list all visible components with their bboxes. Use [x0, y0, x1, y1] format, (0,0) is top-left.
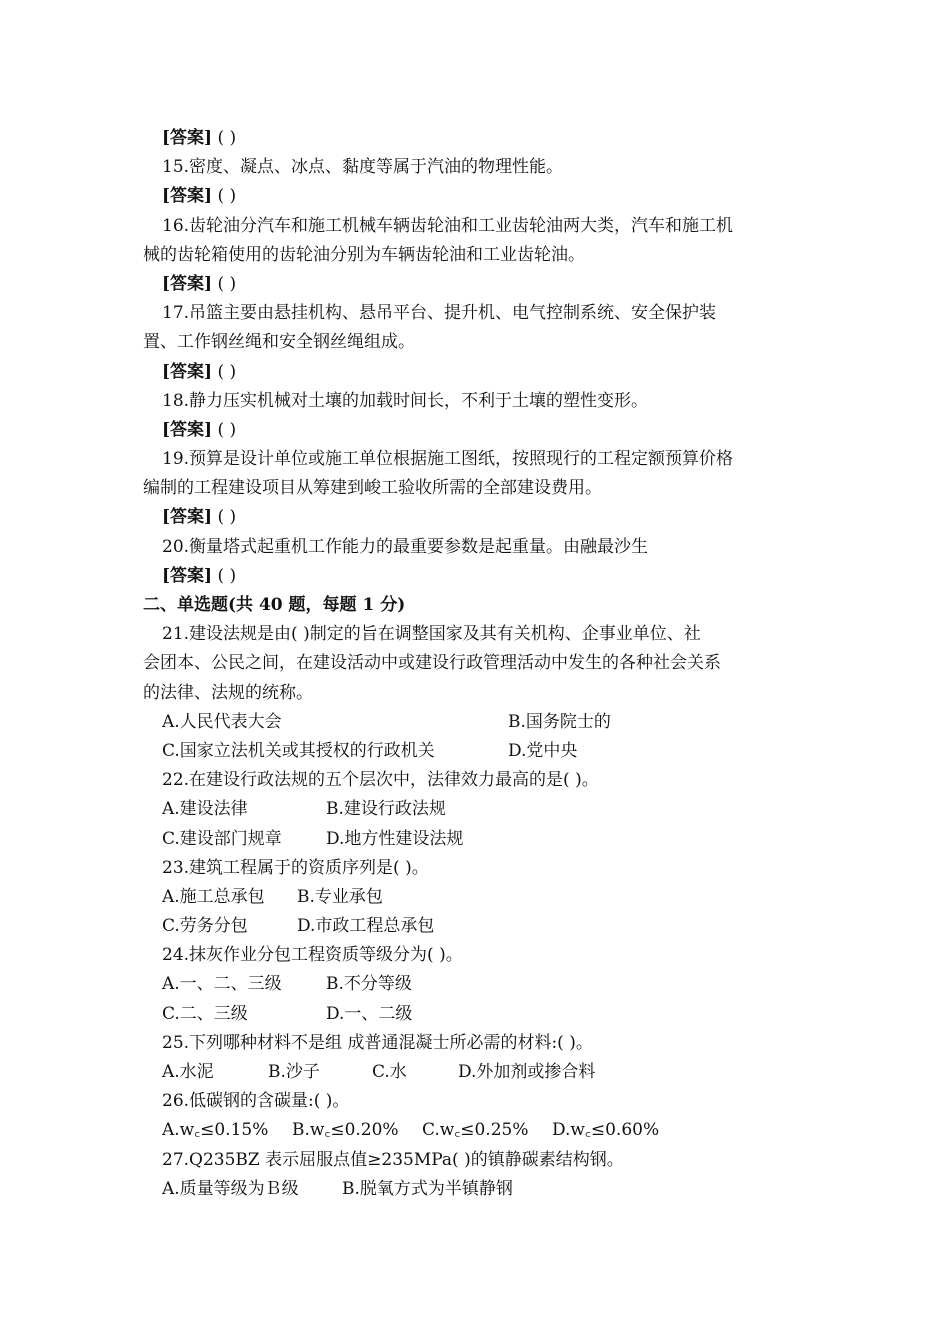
question-19: 19.预算是设计单位或施工单位根据施工图纸，按照现行的工程定额预算价格 [162, 449, 734, 470]
answer-line [143, 124, 813, 153]
options-row [143, 1116, 813, 1145]
question-17: 17.吊篮主要由悬挂机构、悬吊平台、提升机、电气控制系统、安全保护装 [162, 303, 717, 324]
option-d: D.地方性建设法规 [326, 828, 464, 849]
answer-label: [答案] [162, 565, 213, 586]
options-row [143, 912, 813, 941]
option-d: D.外加剂或掺合料 [458, 1062, 596, 1082]
answer-blank: ( ) [217, 273, 237, 294]
options-row [143, 708, 813, 737]
answer-label: [答案] [162, 186, 213, 207]
question-16-continued: 械的齿轮箱使用的齿轮油分别为车辆齿轮油和工业齿轮油。 [143, 244, 585, 265]
answer-line [143, 270, 813, 299]
option-d: D.市政工程总承包 [297, 916, 435, 937]
answer-line [143, 416, 813, 445]
option-c: C.水 [372, 1062, 407, 1082]
option-b: B.国务院士的 [508, 711, 611, 732]
options-row [143, 825, 813, 854]
answer-blank: ( ) [217, 565, 237, 586]
option-c: C.劳务分包 [162, 916, 248, 937]
question-16: 16.齿轮油分汽车和施工机械车辆齿轮油和工业齿轮油两大类，汽车和施工机 [162, 215, 734, 236]
answer-label: [答案] [162, 273, 213, 294]
option-b: B.专业承包 [297, 886, 383, 907]
option-d: D.一、二级 [326, 1003, 413, 1024]
question-20: 20.衡量塔式起重机工作能力的最重要参数是起重量。由融最沙生 [162, 536, 649, 557]
question-24: 24.抹灰作业分包工程资质等级分为( )。 [162, 945, 463, 966]
option-a: A.水泥 [162, 1062, 214, 1082]
question-15: 15.密度、凝点、冰点、黏度等属于汽油的物理性能。 [162, 157, 564, 178]
question-27: 27.Q235BZ 表示屈服点值≥235MPa( )的镇静碳素结构钢。 [162, 1149, 624, 1170]
answer-line [143, 182, 813, 211]
question-22: 22.在建设行政法规的五个层次中，法律效力最高的是( )。 [162, 770, 599, 791]
options-row [143, 1000, 813, 1029]
question-18: 18.静力压实机械对土壤的加载时间长，不利于土壤的塑性变形。 [162, 390, 649, 411]
option-a: A.一、二、三级 [162, 974, 282, 995]
answer-label: [答案] [162, 361, 213, 382]
option-b: B.w꜀≤0.20% [292, 1120, 399, 1141]
option-b: B.沙子 [268, 1062, 320, 1082]
option-a: A.质量等级为Ｂ级 [162, 1178, 299, 1199]
answer-label: [答案] [162, 128, 213, 148]
answer-label: [答案] [162, 507, 213, 528]
option-d: D.党中央 [508, 740, 578, 761]
options-row [143, 883, 813, 912]
question-26: 26.低碳钢的含碳量:( )。 [162, 1091, 350, 1112]
option-a: A.w꜀≤0.15% [162, 1120, 269, 1141]
options-row [143, 795, 813, 824]
option-c: C.建设部门规章 [162, 828, 282, 849]
option-c: C.国家立法机关或其授权的行政机关 [162, 740, 435, 761]
option-c: C.w꜀≤0.25% [422, 1120, 529, 1141]
answer-label: [答案] [162, 419, 213, 440]
option-a: A.人民代表大会 [162, 711, 282, 732]
question-21-continued: 会团本、公民之间，在建设活动中或建设行政管理活动中发生的各种社会关系 [143, 653, 721, 674]
option-b: B.脱氧方式为半镇静钢 [342, 1178, 513, 1199]
question-21: 21.建设法规是由( )制定的旨在调整国家及其有关机构、企事业单位、社 [162, 624, 701, 645]
answer-blank: ( ) [217, 507, 237, 528]
answer-blank: ( ) [217, 186, 237, 207]
question-list [143, 124, 813, 1204]
question-23: 23.建筑工程属于的资质序列是( )。 [162, 857, 429, 878]
option-d: D.w꜀≤0.60% [552, 1120, 660, 1141]
options-row [143, 1058, 813, 1087]
question-19-continued: 编制的工程建设项目从筹建到峻工验收所需的全部建设费用。 [143, 478, 602, 499]
option-c: C.二、三级 [162, 1003, 248, 1024]
question-21-continued: 的法律、法规的统称。 [143, 682, 313, 703]
option-b: B.建设行政法规 [326, 799, 446, 820]
options-row [143, 737, 813, 766]
options-row [143, 1175, 813, 1204]
answer-blank: ( ) [217, 128, 237, 148]
question-17-continued: 置、工作钢丝绳和安全钢丝绳组成。 [143, 332, 415, 353]
option-b: B.不分等级 [326, 974, 412, 995]
answer-line [143, 562, 813, 591]
options-row [143, 970, 813, 999]
answer-line [143, 503, 813, 532]
question-25: 25.下列哪种材料不是组 成普通混凝士所必需的材料:( )。 [162, 1032, 593, 1053]
section-heading-single-choice: 二、单选题(共 40 题，每题 1 分) [143, 595, 406, 615]
answer-blank: ( ) [217, 361, 237, 382]
option-a: A.建设法律 [162, 799, 248, 820]
option-a: A.施工总承包 [162, 886, 265, 907]
answer-blank: ( ) [217, 419, 237, 440]
answer-line [143, 358, 813, 387]
